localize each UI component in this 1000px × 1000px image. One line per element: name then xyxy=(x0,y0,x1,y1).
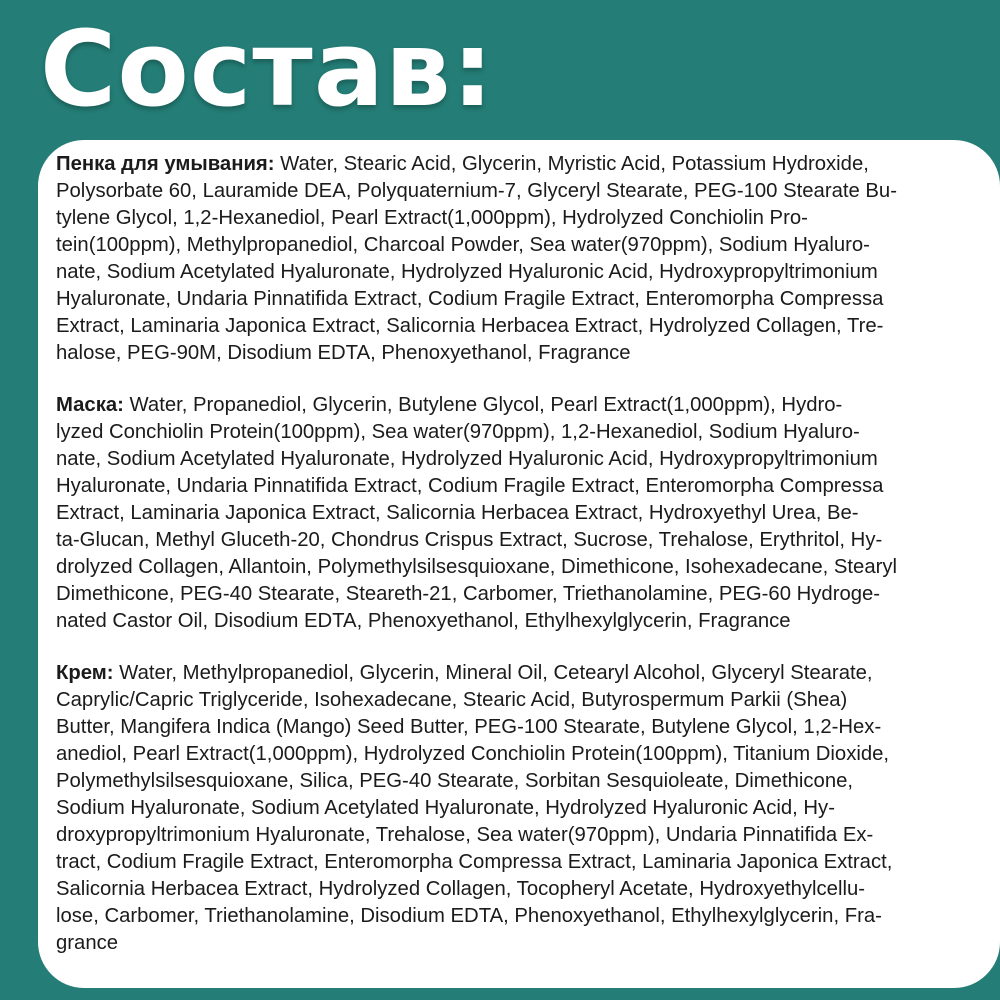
ingredients-line: tylene Glycol, 1,2-Hexanediol, Pearl Extract(1,000ppm), Hydrolyzed Conchiolin Pro- xyxy=(56,207,808,229)
ingredients-line: Hyaluronate, Undaria Pinnatifida Extract, Codium Fragile Extract, Enteromorpha Compressa xyxy=(56,475,884,497)
section-label-mask: Маска: xyxy=(56,394,124,416)
ingredients-line: nate, Sodium Acetylated Hyaluronate, Hydrolyzed Hyaluronic Acid, Hydroxypropyltrimonium xyxy=(56,261,878,283)
ingredients-line: nated Castor Oil, Disodium EDTA, Phenoxyethanol, Ethylhexylglycerin, Fragrance xyxy=(56,610,791,632)
ingredients-line xyxy=(56,151,982,178)
ingredients-line: Butter, Mangifera Indica (Mango) Seed Butter, PEG-100 Stearate, Butylene Glycol, 1,2-Hex- xyxy=(56,716,882,738)
ingredients-line: Polysorbate 60, Lauramide DEA, Polyquaternium-7, Glyceryl Stearate, PEG-100 Stearate Bu- xyxy=(56,180,897,202)
ingredients-line: tract, Codium Fragile Extract, Enteromorpha Compressa Extract, Laminaria Japonica Extract, xyxy=(56,851,893,873)
ingredients-text: Water, Propanediol, Glycerin, Butylene Glycol, Pearl Extract(1,000ppm), Hydro- xyxy=(123,394,843,416)
ingredients-line: lyzed Conchiolin Protein(100ppm), Sea water(970ppm), 1,2-Hexanediol, Sodium Hyaluro- xyxy=(56,421,860,443)
ingredients-line xyxy=(56,392,982,419)
ingredients-line: grance xyxy=(56,932,119,954)
ingredients-line: nate, Sodium Acetylated Hyaluronate, Hydrolyzed Hyaluronic Acid, Hydroxypropyltrimonium xyxy=(56,448,878,470)
ingredients-line: Caprylic/Capric Triglyceride, Isohexadecane, Stearic Acid, Butyrospermum Parkii (Shea) xyxy=(56,689,848,711)
ingredients-line: Extract, Laminaria Japonica Extract, Salicornia Herbacea Extract, Hydrolyzed Collagen, Tre- xyxy=(56,315,884,337)
ingredients-mask-section xyxy=(56,392,982,635)
ingredients-line: Sodium Hyaluronate, Sodium Acetylated Hyaluronate, Hydrolyzed Hyaluronic Acid, Hy- xyxy=(56,797,835,819)
ingredients-cream-section xyxy=(56,660,982,957)
ingredients-line: Polymethylsilsesquioxane, Silica, PEG-40 Stearate, Sorbitan Sesquioleate, Dimethicone, xyxy=(56,770,854,792)
ingredients-line xyxy=(56,660,982,687)
ingredients-line: anediol, Pearl Extract(1,000ppm), Hydrolyzed Conchiolin Protein(100ppm), Titanium Dioxide, xyxy=(56,743,890,765)
ingredients-line: droxypropyltrimonium Hyaluronate, Trehalose, Sea water(970ppm), Undaria Pinnatifida Ex- xyxy=(56,824,874,846)
ingredients-line: tein(100ppm), Methylpropanediol, Charcoal Powder, Sea water(970ppm), Sodium Hyaluro- xyxy=(56,234,870,256)
ingredients-line: halose, PEG-90M, Disodium EDTA, Phenoxyethanol, Fragrance xyxy=(56,342,631,364)
ingredients-text: Water, Methylpropanediol, Glycerin, Mineral Oil, Cetearyl Alcohol, Glyceryl Stearate, xyxy=(113,662,873,684)
ingredients-line: ta-Glucan, Methyl Gluceth-20, Chondrus Crispus Extract, Sucrose, Trehalose, Erythritol, Hy- xyxy=(56,529,883,551)
ingredients-line: Hyaluronate, Undaria Pinnatifida Extract, Codium Fragile Extract, Enteromorpha Compressa xyxy=(56,288,884,310)
ingredients-foam-section xyxy=(56,151,982,367)
ingredients-line: Salicornia Herbacea Extract, Hydrolyzed Collagen, Tocopheryl Acetate, Hydroxyethylcellu- xyxy=(56,878,866,900)
ingredients-line: lose, Carbomer, Triethanolamine, Disodium EDTA, Phenoxyethanol, Ethylhexylglycerin, Fra- xyxy=(56,905,882,927)
ingredients-card xyxy=(38,140,1000,988)
ingredients-line: Extract, Laminaria Japonica Extract, Salicornia Herbacea Extract, Hydroxyethyl Urea, Be- xyxy=(56,502,859,524)
section-label-foam: Пенка для умывания: xyxy=(56,153,275,175)
ingredients-line: drolyzed Collagen, Allantoin, Polymethylsilsesquioxane, Dimethicone, Isohexadecane, Stearyl xyxy=(56,556,898,578)
section-label-cream: Крем: xyxy=(56,662,114,684)
ingredients-line: Dimethicone, PEG-40 Stearate, Steareth-21, Carbomer, Triethanolamine, PEG-60 Hydroge- xyxy=(56,583,881,605)
ingredients-text: Water, Stearic Acid, Glycerin, Myristic Acid, Potassium Hydroxide, xyxy=(274,153,869,175)
page-title: Состав: xyxy=(40,8,495,130)
